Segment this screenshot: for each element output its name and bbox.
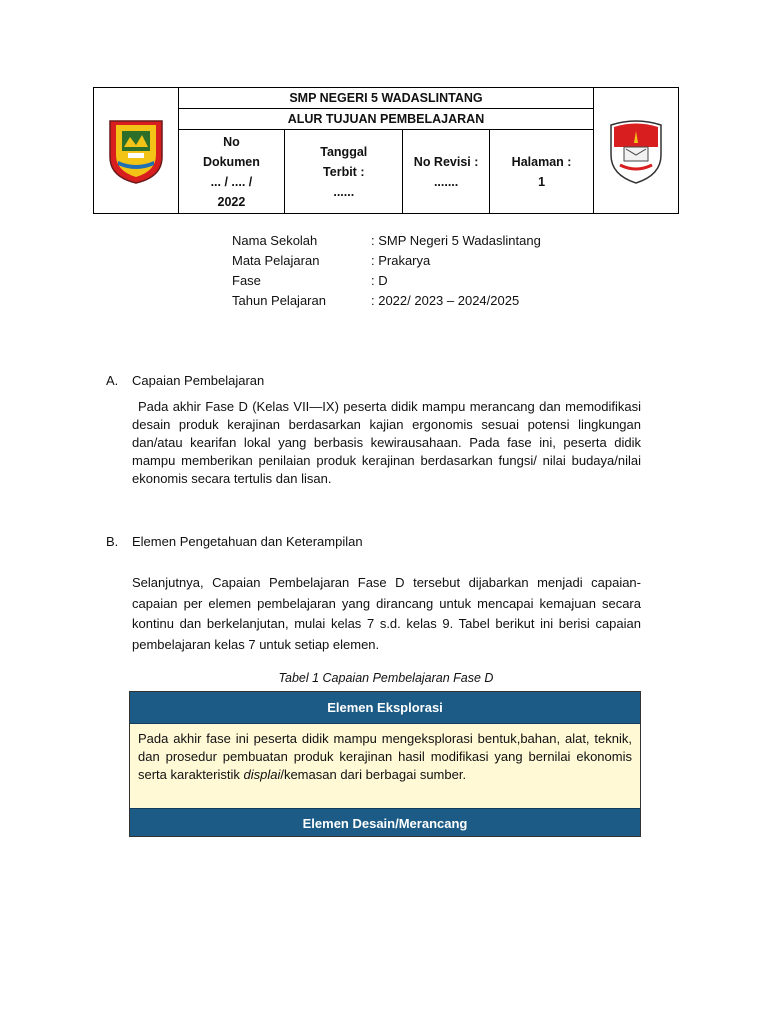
document-header-table [93, 87, 679, 214]
document-info [232, 231, 541, 311]
no-revisi-cell [403, 130, 489, 214]
halaman-cell [489, 130, 593, 214]
section-b-text: Selanjutnya, Capaian Pembelajaran Fase D tersebut dijabarkan menjadi capaian-capaian per elemen pembelajaran yang dirancang untuk mencapai kemajuan secara kontinu dan berkelanjutan, mulai kelas 7 s.d. kelas 9. Tabel berikut ini berisi capaian pembelajaran kelas 7 untuk setiap elemen. [132, 575, 641, 652]
no-revisi-label: No Revisi : [413, 154, 479, 169]
info-label: Fase [232, 273, 261, 288]
info-row [232, 251, 541, 271]
info-row [232, 291, 541, 311]
regency-emblem-icon [108, 117, 164, 185]
section-b-title: Elemen Pengetahuan dan Keterampilan [132, 534, 363, 549]
element-description [130, 723, 640, 809]
section-a-marker: A. [106, 373, 119, 388]
no-dokumen-label-1: No [223, 134, 240, 149]
info-label: Tahun Pelajaran [232, 293, 326, 308]
no-dokumen-cell [178, 130, 284, 214]
info-value: : D [371, 273, 388, 288]
element-text-end: /kemasan dari berbagai sumber. [280, 767, 467, 782]
info-value: : Prakarya [371, 253, 431, 268]
document-title: ALUR TUJUAN PEMBELAJARAN [178, 109, 594, 130]
info-row [232, 271, 541, 291]
table-caption: Tabel 1 Capaian Pembelajaran Fase D [278, 671, 494, 685]
element-italic-term: displai [243, 767, 281, 782]
info-label: Mata Pelajaran [232, 253, 320, 268]
tanggal-terbit-cell [285, 130, 403, 214]
info-row [232, 231, 541, 251]
tanggal-label-1: Tanggal [320, 144, 368, 159]
element-heading: Elemen Eksplorasi [130, 692, 640, 723]
halaman-value: 1 [538, 174, 546, 189]
element-heading: Elemen Desain/Merancang [130, 809, 640, 836]
tanggal-value: ...... [333, 184, 355, 199]
no-dokumen-value-2: 2022 [217, 194, 246, 209]
section-a-title: Capaian Pembelajaran [132, 373, 265, 388]
school-name: SMP NEGERI 5 WADASLINTANG [178, 88, 594, 109]
tanggal-label-2: Terbit : [323, 164, 365, 179]
capaian-table [129, 691, 641, 837]
info-value: : SMP Negeri 5 Wadaslintang [371, 233, 541, 248]
section-a-text: Pada akhir Fase D (Kelas VII—IX) peserta didik mampu merancang dan memodifikasi desain produk kerajinan berdasarkan kajian ergonomis sesuai potensi lingkungan dan/atau kearifan lokal yang berbasis kewirausahaan. Pada fase ini, peserta didik mampu memberikan penilaian produk kerajinan berdasarkan fungsi/ nilai budaya/nilai ekonomis secara tertulis dan lisan. [132, 399, 641, 486]
section-b-marker: B. [106, 534, 119, 549]
section-b-heading [106, 532, 363, 552]
info-value: : 2022/ 2023 – 2024/2025 [371, 293, 520, 308]
info-label: Nama Sekolah [232, 233, 318, 248]
element-text: Pada akhir fase ini peserta didik mampu mengeksplorasi bentuk,bahan, alat, teknik, dan prosedur pembuatan produk kerajinan hasil modifikasi yang bernilai ekonomis serta karakteristik [138, 731, 632, 782]
section-a-heading [106, 371, 264, 391]
halaman-label: Halaman : [511, 154, 572, 169]
right-logo-cell [594, 88, 679, 214]
left-logo-cell [94, 88, 179, 214]
no-dokumen-label-2: Dokumen [202, 154, 260, 169]
school-emblem-icon [608, 117, 664, 185]
no-dokumen-value-1: ... / .... / [210, 174, 253, 189]
no-revisi-value: ....... [433, 174, 459, 189]
